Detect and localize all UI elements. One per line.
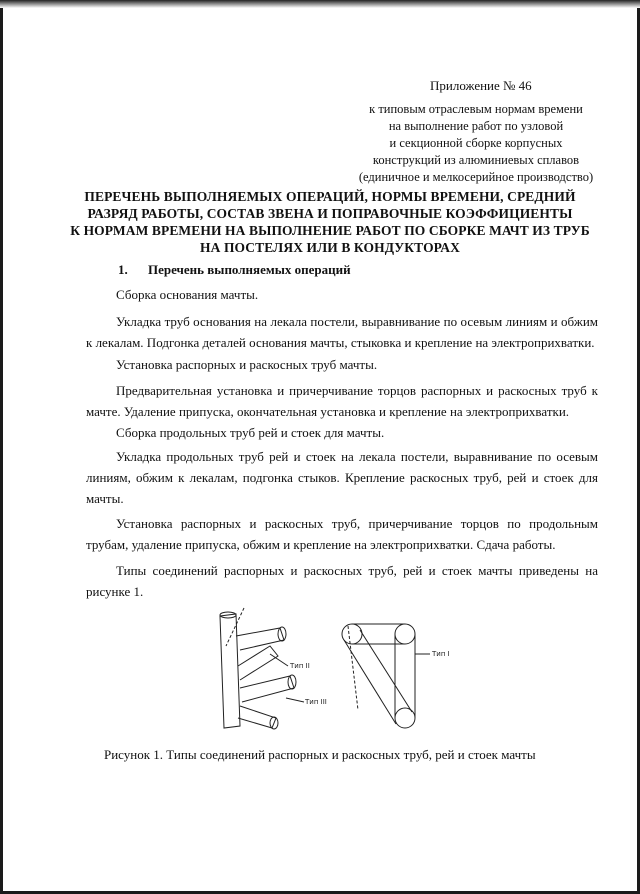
paragraph: Типы соединений распорных и раскосных труб, рей и стоек мачты приведены на рисунке 1.	[86, 563, 598, 599]
label-type-1: Тип I	[432, 650, 450, 658]
section-title: Перечень выполняемых операций	[148, 262, 351, 277]
paragraph: Установка распорных и раскосных труб, причерчивание торцов по продольным трубам, удаление припуска, обжим и крепление на электроприхватки. Сдача работы.	[86, 516, 598, 552]
joint-drawing	[200, 606, 490, 736]
title-line: НА ПОСТЕЛЯХ ИЛИ В КОНДУКТОРАХ	[200, 240, 460, 255]
stanchion-tube	[395, 634, 415, 718]
scan-edge	[0, 0, 640, 8]
brace-tube	[238, 646, 278, 680]
leader-line	[286, 698, 304, 702]
paragraph: Сборка продольных труб рей и стоек для мачты.	[116, 425, 385, 440]
appendix-reference	[345, 101, 607, 186]
reference-line: конструкций из алюминиевых сплавов	[372, 153, 580, 167]
title-line: К НОРМАМ ВРЕМЕНИ НА ВЫПОЛНЕНИЕ РАБОТ ПО СБОРКЕ МАЧТ ИЗ ТРУБ	[70, 223, 590, 238]
reference-line: и секционной сборке корпусных	[389, 136, 563, 150]
title-line: РАЗРЯД РАБОТЫ, СОСТАВ ЗВЕНА И ПОПРАВОЧНЫЕ КОЭФФИЦИЕНТЫ	[87, 206, 573, 221]
paragraph: Предварительная установка и причерчивание торцов распорных и раскосных труб к мачте. Удаление припуска, окончательная установка и крепление на электроприхватки.	[86, 383, 598, 419]
joint-node	[395, 708, 415, 728]
appendix-number: Приложение № 46	[430, 78, 532, 93]
paragraph: Укладка продольных труб рей и стоек на лекала постели, выравнивание по осевым линиям, обжим к лекалам, подгонка стыков. Крепление раскосных труб, рей и стоек для мачты.	[86, 449, 598, 506]
paragraph: Сборка основания мачты.	[116, 287, 259, 302]
paragraph: Укладка труб основания на лекала постели, выравнивание по осевым линиям и обжим к лекалам. Подгонка деталей основания мачты, стыковка и крепление на электроприхватки.	[86, 314, 598, 350]
brace-tube	[236, 628, 284, 650]
reference-line: (единичное и мелкосерийное производство)	[358, 170, 594, 184]
paragraph: Установка распорных и раскосных труб мачты.	[116, 357, 378, 372]
spreader-tube	[352, 624, 405, 644]
label-type-2: Тип II	[290, 662, 310, 670]
brace-tube	[240, 676, 294, 702]
joint-node	[395, 624, 415, 644]
title-line: ПЕРЕЧЕНЬ ВЫПОЛНЯЕМЫХ ОПЕРАЦИЙ, НОРМЫ ВРЕМЕНИ, СРЕДНИЙ	[84, 189, 576, 204]
section-heading	[118, 262, 351, 278]
figure-pipe-joints	[200, 606, 490, 736]
axis-line	[348, 626, 358, 710]
reference-line: на выполнение работ по узловой	[388, 119, 564, 133]
mast-tube	[220, 614, 240, 728]
section-number: 1.	[118, 262, 128, 277]
reference-line: к типовым отраслевым нормам времени	[369, 102, 583, 116]
leader-line	[270, 654, 288, 666]
figure-caption: Рисунок 1. Типы соединений распорных и раскосных труб, рей и стоек мачты	[104, 747, 536, 762]
label-type-3: Тип III	[305, 698, 327, 706]
document-title	[60, 188, 600, 256]
